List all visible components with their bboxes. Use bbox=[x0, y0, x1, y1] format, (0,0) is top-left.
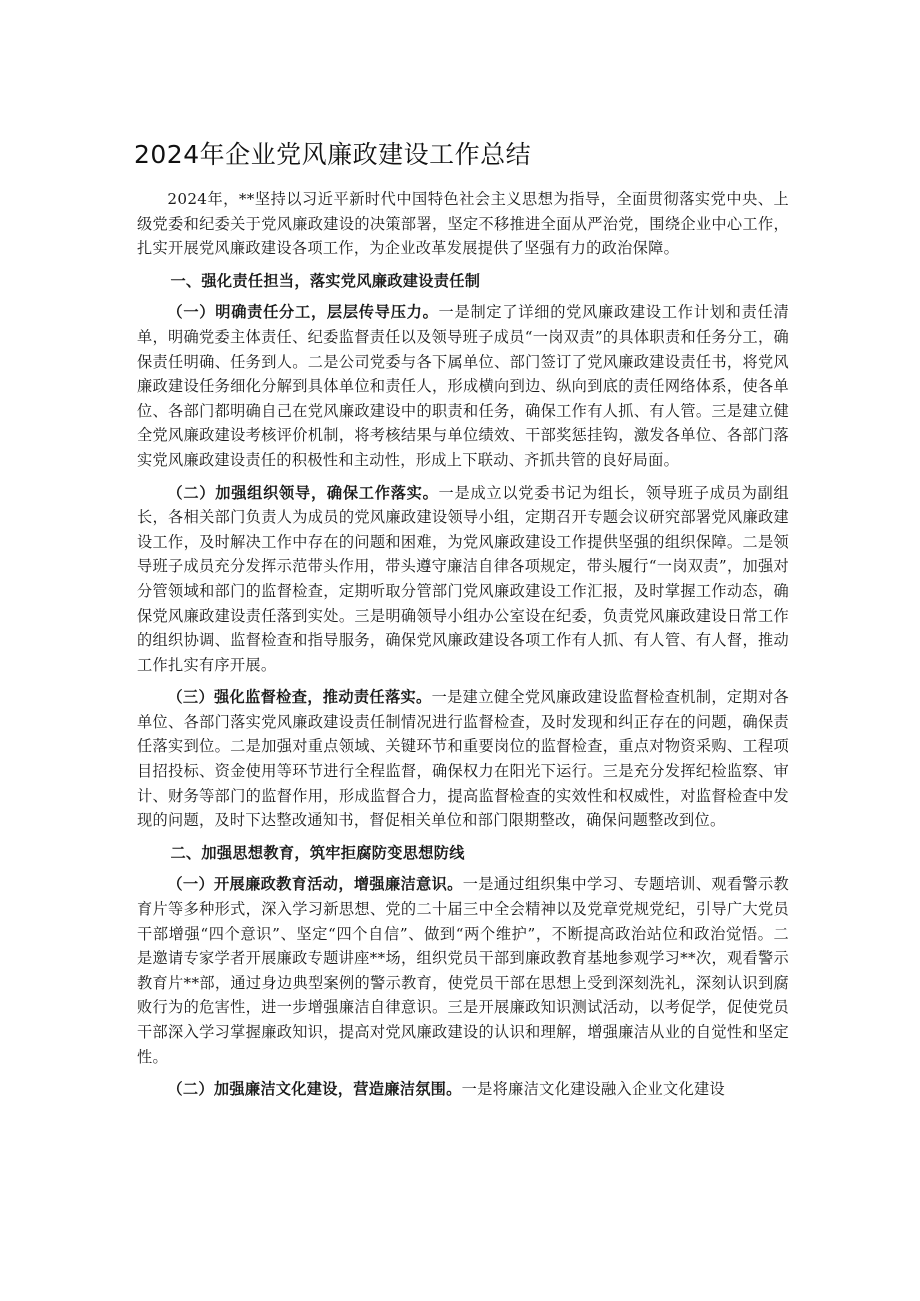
subsection-paragraph bbox=[137, 1077, 789, 1102]
subsection-lead: （一）开展廉政教育活动，增强廉洁意识。 bbox=[167, 875, 463, 894]
subsection-paragraph bbox=[137, 300, 789, 472]
subsection-text: 一是制定了详细的党风廉政建设工作计划和责任清单，明确党委主体责任、纪委监督责任以及领导班子成员“一岗双责”的具体职责和任务分工，确保责任明确、任务到人。二是公司党委与各下属单位、部门签订了党风廉政建设责任书，将党风廉政建设任务细化分解到具体单位和责任人，形成横向到边、纵向到底的责任网络体系，使各单位、各部门都明确自己在党风廉政建设中的职责和任务，确保工作有人抓、有人管。三是建立健全党风廉政建设考核评价机制，将考核结果与单位绩效、干部奖惩挂钩，激发各单位、各部门落实党风廉政建设责任的积极性和主动性，形成上下联动、齐抓共管的良好局面。 bbox=[137, 303, 789, 469]
subsection-text: 一是成立以党委书记为组长，领导班子成员为副组长，各相关部门负责人为成员的党风廉政建设领导小组，定期召开专题会议研究部署党风廉政建设工作，及时解决工作中存在的问题和困难，为党风廉政建设工作提供坚强的组织保障。二是领导班子成员充分发挥示范带头作用，带头遵守廉洁自律各项规定，带头履行“一岗双责”，加强对分管领域和部门的监督检查，定期听取分管部门党风廉政建设工作汇报，及时掌握工作动态，确保党风廉政建设责任落到实处。三是明确领导小组办公室设在纪委，负责党风廉政建设日常工作的组织协调、监督检查和指导服务，确保党风廉政建设各项工作有人抓、有人管、有人督，推动工作扎实有序开展。 bbox=[137, 483, 789, 674]
subsection-paragraph bbox=[137, 481, 789, 678]
intro-paragraph: 2024年，**坚持以习近平新时代中国特色社会主义思想为指导，全面贯彻落实党中央、上级党委和纪委关于党风廉政建设的决策部署，坚定不移推进全面从严治党，围绕企业中心工作，扎实开展党风廉政建设各项工作，为企业改革发展提供了坚强有力的政治保障。 bbox=[137, 190, 789, 258]
section-heading: 二、加强思想教育，筑牢拒腐防变思想防线 bbox=[170, 843, 465, 862]
subsection-lead: （二）加强组织领导，确保工作落实。 bbox=[167, 483, 439, 502]
subsection-text: 一是建立健全党风廉政建设监督检查机制，定期对各单位、各部门落实党风廉政建设责任制情况进行监督检查，及时发现和纠正存在的问题，确保责任落实到位。二是加强对重点领域、关键环节和重要岗位的监督检查，重点对物资采购、工程项目招投标、资金使用等环节进行全程监督，确保权力在阳光下运行。三是充分发挥纪检监察、审计、财务等部门的监督作用，形成监督合力，提高监督检查的实效性和权威性，对监督检查中发现的问题，及时下达整改通知书，督促相关单位和部门限期整改，确保问题整改到位。 bbox=[137, 688, 789, 830]
document-body bbox=[137, 187, 789, 1110]
subsection-lead: （三）强化监督检查，推动责任落实。 bbox=[167, 688, 432, 707]
subsection-lead: （二）加强廉洁文化建设，营造廉洁氛围。 bbox=[167, 1080, 462, 1099]
subsection-text: 一是将廉洁文化建设融入企业文化建设 bbox=[461, 1080, 725, 1099]
document-title: 2024年企业党风廉政建设工作总结 bbox=[134, 140, 532, 169]
subsection-lead: （一）明确责任分工，层层传导压力。 bbox=[167, 303, 439, 322]
subsection-text: 一是通过组织集中学习、专题培训、观看警示教育片等多种形式，深入学习新思想、党的二十届三中全会精神以及党章党规党纪，引导广大党员干部增强“四个意识”、坚定“四个自信”、做到“两个维护”，不断提高政治站位和政治觉悟。二是邀请专家学者开展廉政专题讲座**场，组织党员干部到廉政教育基地参观学习**次，观看警示教育片**部，通过身边典型案例的警示教育，使党员干部在思想上受到深刻洗礼，深刻认识到腐败行为的危害性，进一步增强廉洁自律意识。三是开展廉政知识测试活动，以考促学，促使党员干部深入学习掌握廉政知识，提高对党风廉政建设的认识和理解，增强廉洁从业的自觉性和坚定性。 bbox=[137, 875, 789, 1066]
subsection-paragraph bbox=[137, 872, 789, 1069]
section-heading: 一、强化责任担当，落实党风廉政建设责任制 bbox=[170, 271, 481, 290]
subsection-paragraph bbox=[137, 685, 789, 833]
